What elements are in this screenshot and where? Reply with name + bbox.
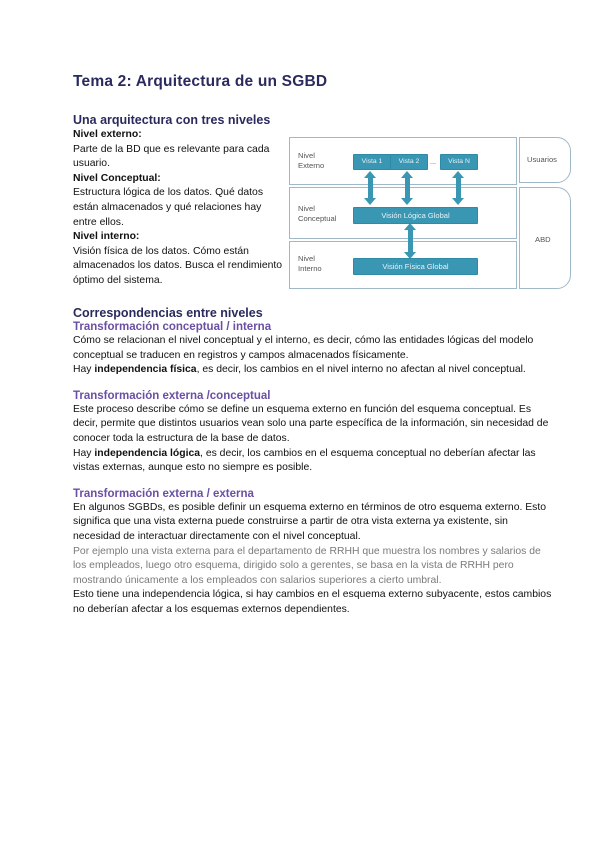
external-conceptual-text: Este proceso describe cómo se define un esquema externo en función del esquema conceptual. Es decir, permite que distintos usuarios vean solo una parte específica de la información, sin necesidad de conocer toda la estructura de la base de datos. bbox=[73, 403, 549, 444]
text-fragment: , es decir, los cambios en el nivel interno no afectan al nivel conceptual. bbox=[196, 364, 526, 376]
three-levels-section bbox=[73, 113, 283, 289]
diagram-conceptual-label: Nivel Conceptual bbox=[298, 204, 337, 223]
abd-label: ABD bbox=[535, 235, 551, 244]
external-level-label: Nivel externo: bbox=[73, 129, 142, 140]
page-title: Tema 2: Arquitectura de un SGBD bbox=[73, 73, 328, 90]
arrow-conceptual-internal bbox=[408, 229, 413, 253]
internal-level-text: Visión física de los datos. Cómo están almacenados los datos. Busca el rendimiento óptimo del sistema. bbox=[73, 245, 283, 286]
diagram-external-label: Nivel Externo bbox=[298, 151, 325, 170]
external-conceptual-heading: Transformación externa /conceptual bbox=[73, 389, 271, 402]
correspondences-heading: Correspondencias entre niveles bbox=[73, 306, 263, 320]
correspondences-section bbox=[73, 306, 553, 630]
views-ellipsis: ... bbox=[429, 157, 437, 166]
physical-independence-text bbox=[73, 363, 553, 378]
users-label: Usuarios bbox=[527, 155, 557, 164]
text-fragment: , es decir, los cambios en el esquema conceptual no deberían afectar las vistas externas, aunque esto no siempre es posible. bbox=[73, 447, 536, 474]
logical-independence-text bbox=[73, 447, 553, 476]
architecture-diagram bbox=[286, 134, 574, 292]
three-levels-heading: Una arquitectura con tres niveles bbox=[73, 113, 271, 127]
physical-independence-term: independencia física bbox=[94, 364, 197, 376]
conceptual-internal-block bbox=[73, 321, 553, 378]
view-1-box: Vista 1 bbox=[353, 154, 391, 170]
conceptual-internal-heading: Transformación conceptual / interna bbox=[73, 321, 272, 333]
arrow-view1-conceptual bbox=[368, 177, 373, 199]
external-external-block bbox=[73, 488, 553, 618]
text-fragment: Hay bbox=[73, 447, 95, 459]
external-level-text: Parte de la BD que es relevante para cada usuario. bbox=[73, 143, 270, 170]
arrow-view2-conceptual bbox=[405, 177, 410, 199]
external-external-heading: Transformación externa / externa bbox=[73, 487, 254, 500]
external-conceptual-block bbox=[73, 390, 553, 476]
view-2-box: Vista 2 bbox=[390, 154, 428, 170]
external-external-text: En algunos SGBDs, es posible definir un esquema externo en términos de otro esquema externo. Esto significa que una vista externa puede construirse a partir de otra vista externa ya existente, sin necesidad de interactuar directamente con el nivel conceptual. bbox=[73, 501, 547, 542]
logical-independence-note: Esto tiene una independencia lógica, si hay cambios en el esquema externo subyacente, estos cambios no deberían afectar a los esquemas externos dependientes. bbox=[73, 589, 552, 615]
logical-global-view-box: Visión Lógica Global bbox=[353, 207, 478, 224]
diagram-internal-label: Nivel Interno bbox=[298, 254, 322, 273]
logical-independence-term: independencia lógica bbox=[94, 447, 201, 459]
text-fragment: Hay bbox=[73, 364, 95, 376]
conceptual-level-text: Estructura lógica de los datos. Qué datos están almacenados y qué relaciones hay entre ellos. bbox=[73, 187, 264, 228]
arrow-viewn-conceptual bbox=[456, 177, 461, 199]
hr-example-text: Por ejemplo una vista externa para el departamento de RRHH que muestra los nombres y salarios de los empleados, luego otro esquema, dirigido solo a gerentes, se basa en la vista de RRHH pero mostrando únicamente a los empleados con salarios superiores a cierto umbral. bbox=[73, 545, 541, 586]
view-n-box: Vista N bbox=[440, 154, 478, 170]
conceptual-internal-text: Cómo se relacionan el nivel conceptual y el interno, es decir, cómo las entidades lógicas del modelo conceptual se traducen en registros y campos almacenados físicamente. bbox=[73, 335, 534, 361]
internal-level-label: Nivel interno: bbox=[73, 231, 140, 243]
physical-global-view-box: Visión Física Global bbox=[353, 258, 478, 275]
conceptual-level-label: Nivel Conceptual: bbox=[73, 172, 161, 184]
